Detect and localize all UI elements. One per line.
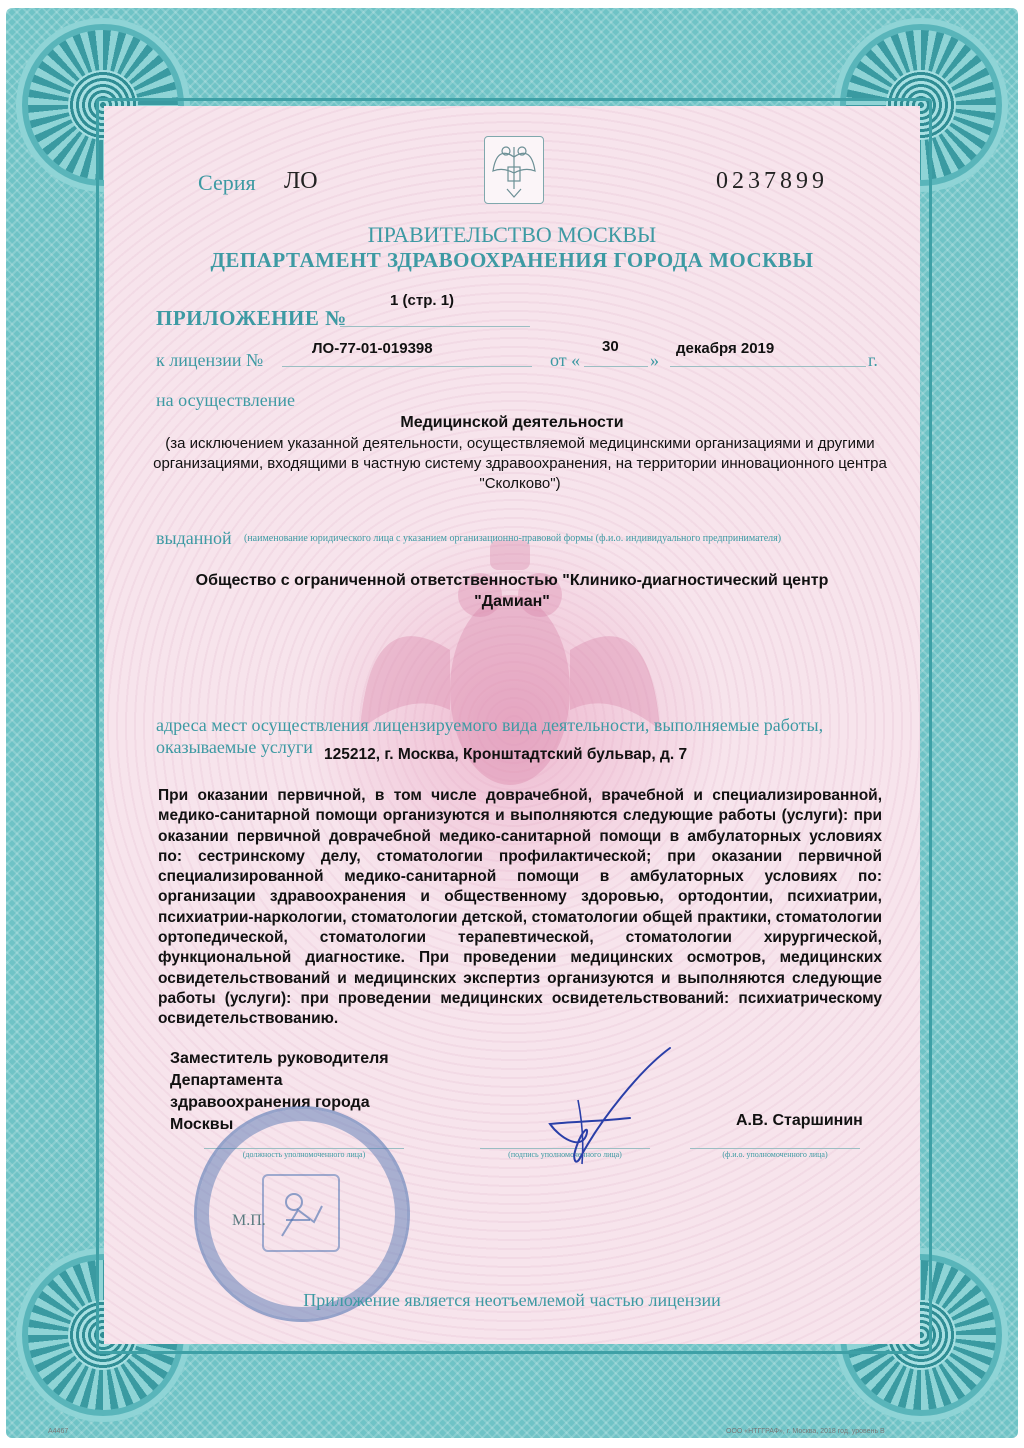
department-title: ДЕПАРТАМЕНТ ЗДРАВООХРАНЕНИЯ ГОРОДА МОСКВЫ — [210, 248, 814, 272]
government-title: ПРАВИТЕЛЬСТВО МОСКВЫ — [367, 222, 657, 247]
print-mark-right: ООО «НТГГРАФ», г. Москва, 2018 год, уровень В — [726, 1428, 885, 1435]
caption-signature: (подпись уполномоченного лица) — [508, 1150, 622, 1159]
signatory-position: Заместитель руководителя Департамента здравоохранения города Москвы — [170, 1050, 389, 1133]
signatory-name: А.В. Старшинин — [736, 1112, 863, 1129]
appendix-value: 1 (стр. 1) — [390, 292, 455, 309]
organization-name: Общество с ограниченной ответственностью "Клинико-диагностический центр "Дамиан" — [195, 572, 829, 610]
issued-hint: (наименование юридического лица с указанием организационно-правовой формы (ф.и.о. индивидуального предпринимателя) — [244, 533, 782, 544]
seal-emblem-icon — [262, 1174, 340, 1252]
date-from-label: от « — [550, 350, 581, 370]
activity-label: на осуществление — [156, 390, 295, 410]
license-label: к лицензии № — [156, 350, 264, 370]
seal-place-label: М.П. — [232, 1212, 266, 1229]
caption-name: (ф.и.о. уполномоченного лица) — [722, 1150, 828, 1159]
year-suffix: г. — [868, 350, 878, 370]
appendix-label: ПРИЛОЖЕНИЕ № — [156, 306, 347, 330]
series-value: ЛО — [284, 168, 318, 194]
name-line — [690, 1148, 860, 1149]
license-number: ЛО-77-01-019398 — [312, 340, 433, 357]
address-value: 125212, г. Москва, Кронштадтский бульвар, д. 7 — [324, 746, 688, 763]
activity-title: Медицинской деятельности — [400, 414, 624, 431]
footer-note: Приложение является неотъемлемой частью лицензии — [303, 1290, 721, 1310]
date-day: 30 — [602, 338, 619, 355]
print-mark-left: А4467 — [48, 1428, 69, 1435]
activity-note: (за исключением указанной деятельности, осуществляемой медицинскими организациями и другими организациями, входящими в частную систему здравоохранения, на территории инновационного центра "Сколково") — [153, 435, 887, 492]
series-label: Серия — [198, 170, 256, 195]
issued-label: выданной — [156, 528, 232, 548]
services-text: При оказании первичной, в том числе доврачебной, врачебной и специализированной, медико-санитарной помощи организуются и выполняются следующие работы (услуги): при оказании первичной доврачебной медико-санитарной помощи в амбулаторных условиях по: сестринскому делу, стоматологии профилактической; при оказании первичной специализированной медико-санитарной помощи в амбулаторных условиях по: организации здравоохранения и общественному здоровью, ортодонтии, психиатрии, психиатрии-наркологии, стоматологии детской, стоматологии общей практики, стоматологии ортопедической, стоматологии терапевтической, стоматологии хирургической, функциональной диагностике. При проведении медицинских осмотров, медицинских освидетельствований и медицинских экспертиз организуются и выполняются следующие работы (услуги): при проведении медицинских освидетельствований: психиатрическому освидетельствованию. — [158, 787, 882, 1028]
date-quote-close: » — [650, 350, 659, 370]
state-emblem-icon — [484, 136, 544, 204]
handwritten-signature-icon — [520, 1040, 700, 1170]
caption-position: (должность уполномоченного лица) — [242, 1150, 366, 1159]
form-number: 0237899 — [716, 168, 828, 194]
address-label: адреса мест осуществления лицензируемого вида деятельности, выполняемые работы, оказываемые услуги — [156, 715, 824, 757]
date-month-year: декабря 2019 — [676, 340, 775, 357]
